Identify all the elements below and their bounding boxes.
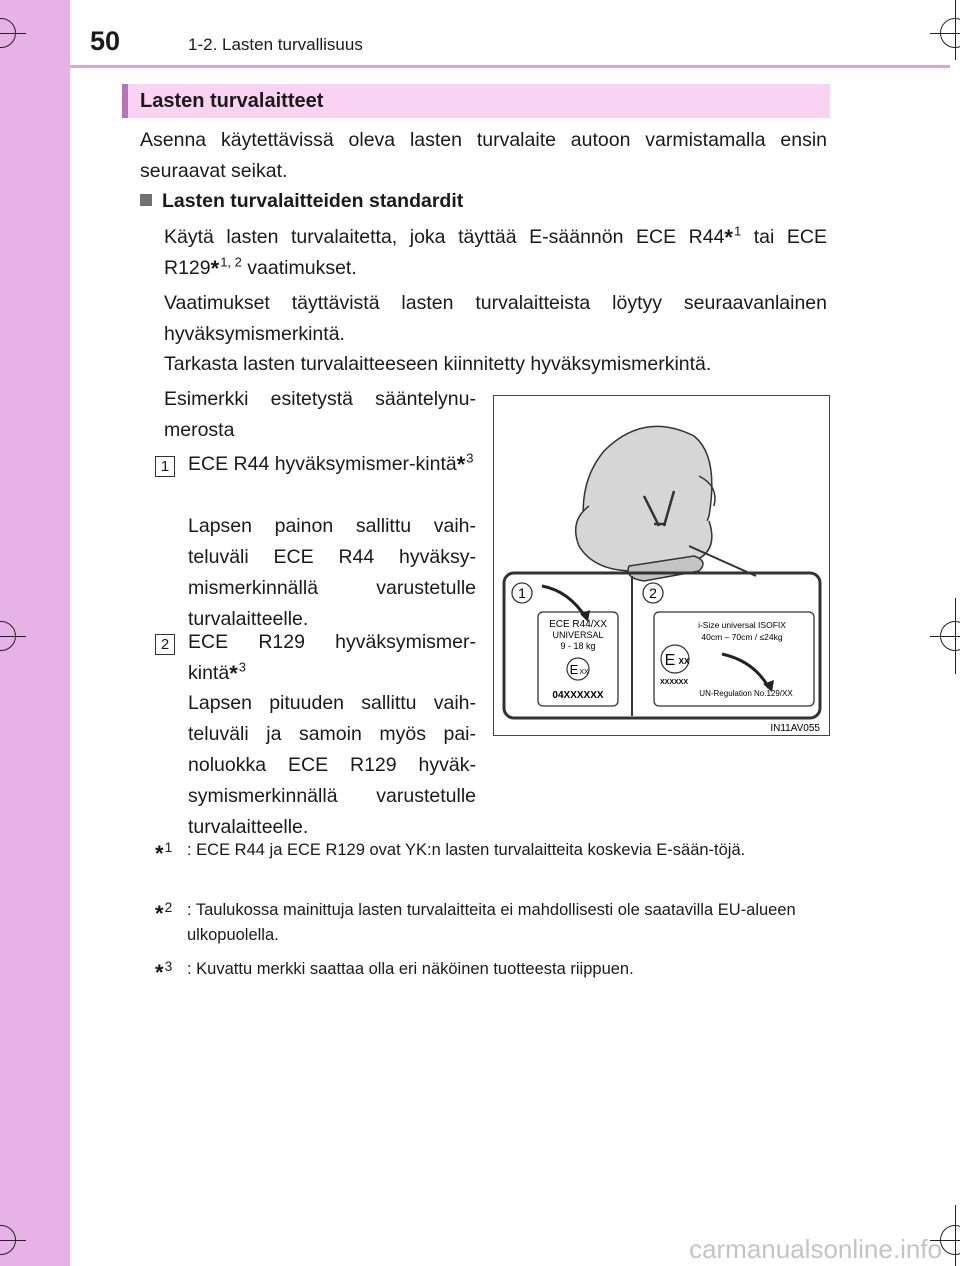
approval-mark-figure	[493, 395, 830, 736]
r129-approval-number: XXXXXX	[659, 679, 689, 686]
callout-label-2: 2	[649, 585, 657, 601]
header-rule	[70, 65, 950, 68]
child-seat-illustration	[494, 396, 829, 735]
r129-e-country: XX	[678, 657, 690, 666]
check-paragraph: Tarkasta lasten turvalaitteeseen kiinnitetty hyväksymismerkintä.	[164, 353, 712, 375]
standards-paragraph: Käytä lasten turvalaitetta, joka täyttää E-säännön ECE R44*$^1$ tai ECE R129*$^{1, 2}$ vaatimukset.	[164, 223, 827, 281]
approval-mark-paragraph: Vaatimukset täyttävistä lasten turvalaitteista löytyy seuraavanlainen hyväksymismerkintä.	[164, 292, 827, 345]
square-bullet-icon	[140, 194, 152, 206]
child-seat-drawing	[576, 426, 715, 581]
footnote-3: *$^3$ : Kuvattu merkki saattaa olla eri näköinen tuotteesta riippuen.	[155, 959, 634, 985]
footnote-2: *$^2$ : Taulukossa mainittuja lasten turvalaitteita ei mahdollisesti ole saatavilla EU-alueen ulkopuolella.	[155, 900, 796, 944]
item-2-title: ECE R129 hyväksymismer-kintä*$^3$	[188, 631, 476, 686]
item-1-title: ECE R44 hyväksymismer-kintä*$^3$	[188, 450, 474, 477]
r129-isize-text: i-Size universal ISOFIX	[698, 620, 786, 630]
example-caption: Esimerkki esitetystä sääntelynu-merosta	[164, 388, 476, 441]
r44-e-country: XX	[579, 669, 589, 676]
item-1-description: Lapsen painon sallittu vaih-teluväli ECE R44 hyväksy-mismerkinnällä varustetulle turvalaitteelle.	[188, 515, 476, 630]
figure-id: IN11AV055	[770, 723, 820, 734]
r129-regulation-text: UN-Regulation No.129/XX	[699, 689, 793, 698]
item-2-description: Lapsen pituuden sallittu vaih-teluväli ja samoin myös pai-noluokka ECE R129 hyväk-symismerkinnällä varustetulle turvalaitteelle.	[188, 692, 476, 838]
item-number-1: 1	[155, 456, 175, 477]
intro-paragraph: Asenna käytettävissä oleva lasten turvalaite autoon varmistamalla ensin seuraavat seikat.	[140, 129, 827, 182]
watermark-text: carmanualsonline.info	[689, 1234, 942, 1264]
r44-weight-range: 9 - 18 kg	[560, 641, 596, 651]
r44-regulation-text: ECE R44/XX	[549, 619, 607, 630]
section-title: Lasten turvalaitteet	[122, 84, 830, 118]
r129-height-range: 40cm – 70cm / ≤24kg	[701, 632, 783, 642]
chapter-title: 1-2. Lasten turvallisuus	[188, 35, 363, 54]
item-number-2: 2	[155, 634, 175, 655]
subsection-heading: Lasten turvalaitteiden standardit	[140, 190, 463, 213]
r44-universal-text: UNIVERSAL	[552, 630, 604, 640]
r44-e-letter: E	[569, 662, 579, 677]
r129-e-letter: E	[664, 652, 676, 669]
page-number: 50	[90, 26, 121, 56]
callout-label-1: 1	[518, 585, 526, 601]
footnote-1: *$^1$ : ECE R44 ja ECE R129 ovat YK:n lasten turvalaitteita koskevia E-sään-töjä.	[155, 840, 746, 866]
r44-approval-number: 04XXXXXX	[552, 690, 604, 701]
